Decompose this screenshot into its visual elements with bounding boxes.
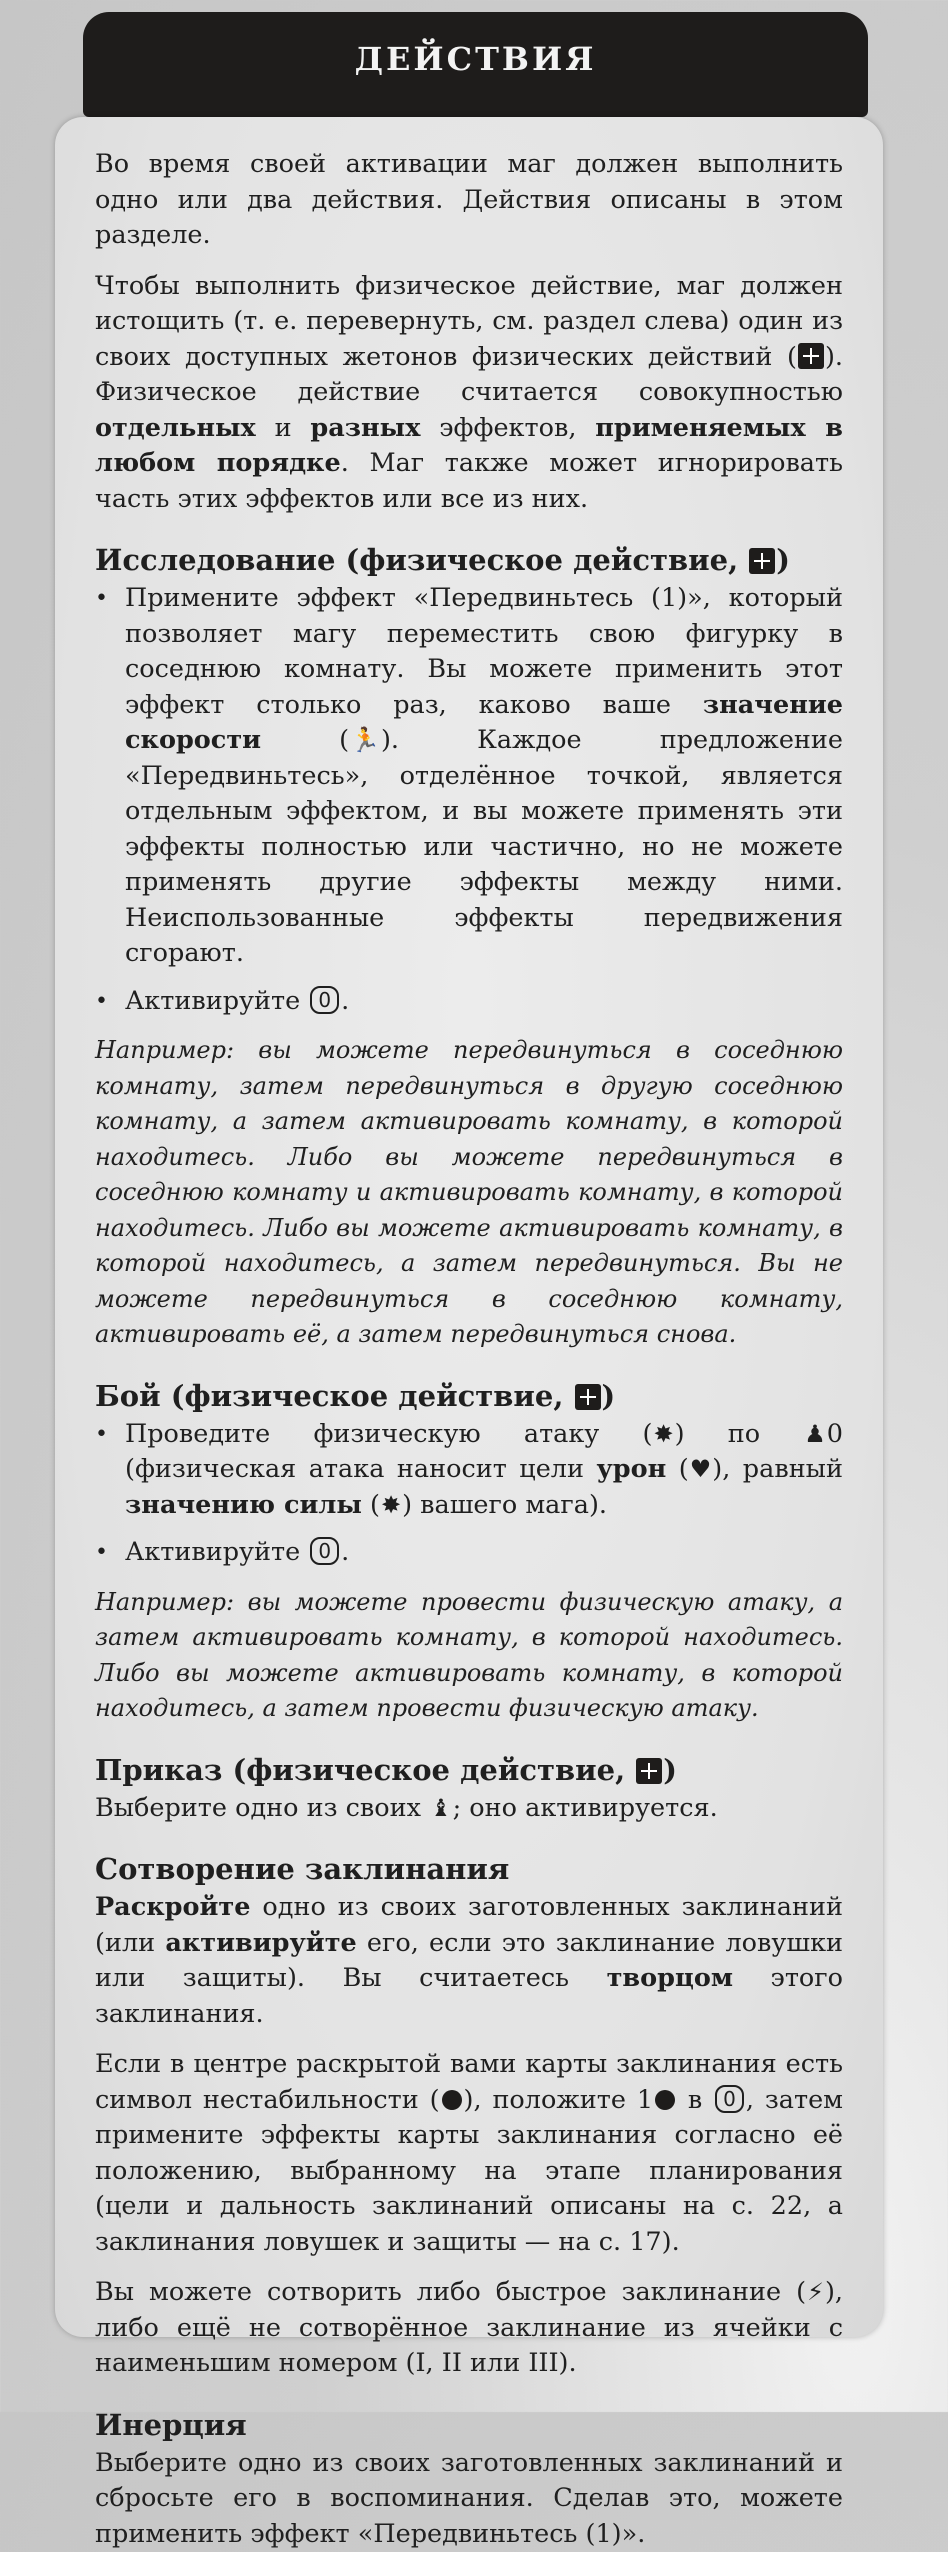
burst-icon: ✸ (653, 1417, 673, 1453)
list-item: • Проведите физическую атаку (✸) по ♟0 (физическая атака наносит цели урон (♥), равный значению силы (✸) вашего мага). (95, 1417, 843, 1524)
order-heading: Приказ (физическое действие, ) (95, 1751, 843, 1789)
explore-list (95, 581, 843, 1019)
section-banner (83, 12, 868, 117)
list-item: • Активируйте 0 . (95, 984, 843, 1020)
physical-action-token-icon (575, 1384, 601, 1410)
page-title: ДЕЙСТВИЯ (355, 40, 597, 78)
running-figure-icon: 🏃 (350, 723, 380, 759)
dark-orb-icon (655, 2090, 675, 2110)
burst-icon: ✸ (381, 1488, 401, 1524)
explore-heading: Исследование (физическое действие, ) (95, 541, 843, 579)
spell-paragraph-1: Раскройте одно из своих заготовленных заклинаний (или активируйте его, если это заклинание ловушки или защиты). Вы считаетесь творцом этого заклинания. (95, 1890, 843, 2032)
servant-icon: ♝ (430, 1791, 452, 1827)
physical-action-token-icon (749, 548, 775, 574)
fight-example: Например: вы можете провести физическую атаку, а затем активировать комнату, в которой находитесь. Либо вы можете активировать комнату, в которой находитесь, а затем провести физическую атаку. (95, 1585, 843, 1727)
list-item: • Активируйте 0 . (95, 1535, 843, 1571)
inertia-paragraph: Выберите одно из своих заготовленных заклинаний и сбросьте его в воспоминания. Сделав это, можете применить эффект «Передвиньтесь (1)». (95, 2446, 843, 2552)
room-activation-icon: 0 (310, 986, 339, 1014)
fight-heading: Бой (физическое действие, ) (95, 1377, 843, 1415)
figure-icon: ♟ (804, 1417, 826, 1453)
intro-paragraph-2: Чтобы выполнить физическое действие, маг должен истощить (т. е. перевернуть, см. раздел слева) один из своих доступных жетонов физических действий ( ). Физическое действие считается совокупностью отдельных и разных эффектов, применяемых в любом порядке. Маг также может игнорировать часть этих эффектов или все из них. (95, 269, 843, 518)
broken-heart-icon: ♥ (690, 1452, 712, 1488)
quick-spell-icon: ⚡ (807, 2275, 824, 2311)
order-paragraph: Выберите одно из своих ♝; оно активируется. (95, 1791, 843, 1827)
dark-orb-icon (442, 2090, 462, 2110)
spell-paragraph-2: Если в центре раскрытой вами карты заклинания есть символ нестабильности ( ), положите 1 в 0 , затем примените эффекты карты заклинания согласно её положению, выбранному на этапе планирования (цели и дальность заклинаний описаны на с. 22, а заклинания ловушек и защиты — на с. 17). (95, 2047, 843, 2260)
inertia-heading: Инерция (95, 2406, 843, 2444)
spell-paragraph-3: Вы можете сотворить либо быстрое заклинание (⚡), либо ещё не сотворённое заклинание из ячейки с наименьшим номером (I, II или III). (95, 2275, 843, 2382)
intro-paragraph-1: Во время своей активации маг должен выполнить одно или два действия. Действия описаны в этом разделе. (95, 147, 843, 254)
rules-panel (55, 117, 883, 2337)
list-item: • Примените эффект «Передвиньтесь (1)», который позволяет магу переместить свою фигурку в соседнюю комнату. Вы можете применить этот эффект столько раз, каково ваше значение скорости (🏃). Каждое предложение «Передвиньтесь», отделённое точкой, является отдельным эффектом, и вы можете применять эти эффекты полностью или частично, но не можете применять другие эффекты между ними. Неиспользованные эффекты передвижения сгорают. (95, 581, 843, 972)
physical-action-token-icon (636, 1758, 662, 1784)
fight-list (95, 1417, 843, 1571)
room-activation-icon: 0 (310, 1537, 339, 1565)
explore-example: Например: вы можете передвинуться в соседнюю комнату, затем передвинуться в другую соседнюю комнату, а затем активировать комнату, в которой находитесь. Либо вы можете передвинуться в соседнюю комнату и активировать комнату, в которой находитесь. Либо вы можете активировать комнату, в которой находитесь, а затем передвинуться. Вы не можете передвинуться в соседнюю комнату, активировать её, а затем передвинуться снова. (95, 1033, 843, 1353)
spell-heading: Сотворение заклинания (95, 1850, 843, 1888)
room-activation-icon: 0 (715, 2085, 744, 2113)
physical-action-token-icon (798, 343, 824, 369)
